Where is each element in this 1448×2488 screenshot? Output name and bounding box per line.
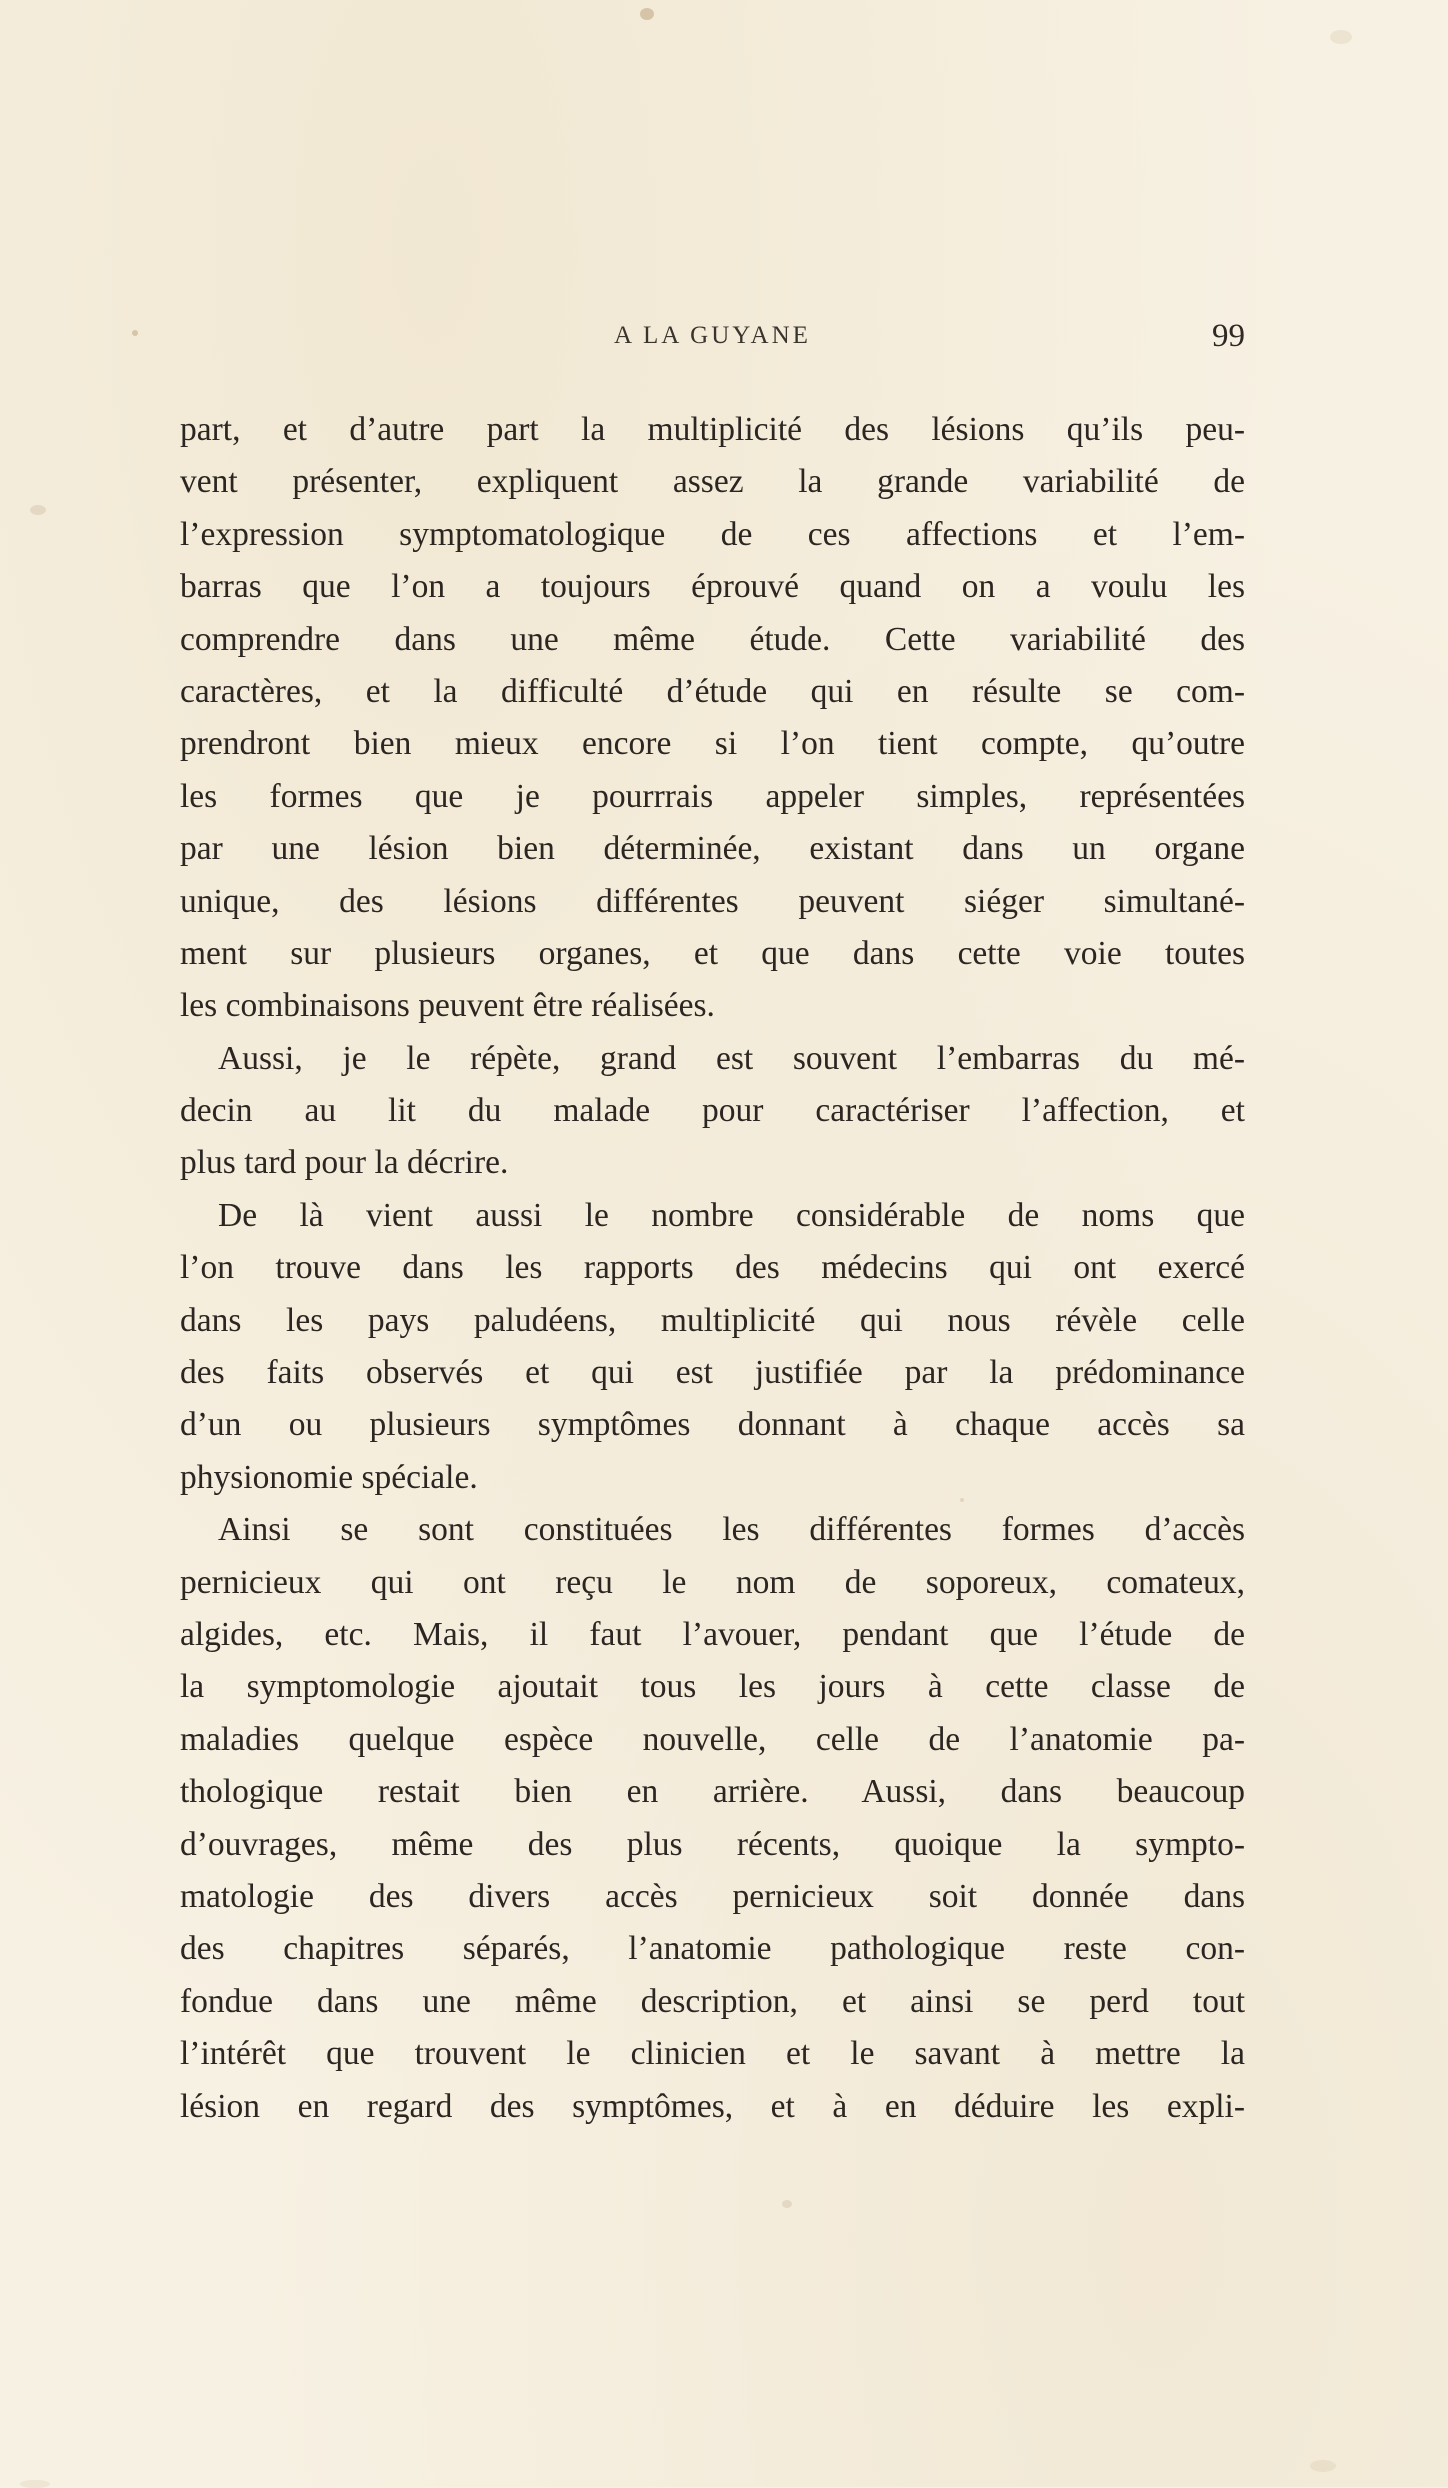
text-line: Aussi, je le répète, grand est souvent l’embarras du mé- bbox=[218, 1039, 1245, 1077]
text-line: d’un ou plusieurs symptômes donnant à chaque accès sa bbox=[180, 1406, 1245, 1444]
text-line: plus tard pour la décrire. bbox=[180, 1144, 509, 1182]
text-line: vent présenter, expliquent assez la grande variabilité de bbox=[180, 463, 1245, 501]
text-line: l’expression symptomatologique de ces affections et l’em- bbox=[180, 515, 1245, 553]
paper-speck bbox=[1330, 30, 1352, 44]
body-text bbox=[180, 404, 1245, 2133]
text-line: les formes que je pourrrais appeler simples, représentées bbox=[180, 777, 1245, 815]
text-line: barras que l’on a toujours éprouvé quand on a voulu les bbox=[180, 568, 1245, 606]
text-line: par une lésion bien déterminée, existant dans un organe bbox=[180, 830, 1245, 868]
text-line: part, et d’autre part la multiplicité des lésions qu’ils peu- bbox=[180, 411, 1245, 448]
text-line: Ainsi se sont constituées les différentes formes d’accès bbox=[218, 1511, 1245, 1549]
page-number: 99 bbox=[1212, 318, 1245, 354]
text-line: caractères, et la difficulté d’étude qui en résulte se com- bbox=[180, 672, 1245, 710]
text-line: prendront bien mieux encore si l’on tient compte, qu’outre bbox=[180, 725, 1245, 763]
text-line: maladies quelque espèce nouvelle, celle de l’anatomie pa- bbox=[180, 1720, 1245, 1758]
text-line: des faits observés et qui est justifiée par la prédominance bbox=[180, 1354, 1245, 1392]
text-line: lésion en regard des symptômes, et à en déduire les expli- bbox=[180, 2087, 1245, 2125]
paper-speck bbox=[30, 505, 46, 515]
text-line: la symptomologie ajoutait tous les jours à cette classe de bbox=[180, 1668, 1245, 1706]
text-line: comprendre dans une même étude. Cette variabilité des bbox=[180, 620, 1245, 658]
text-line: l’on trouve dans les rapports des médecins qui ont exercé bbox=[180, 1249, 1245, 1287]
text-line: d’ouvrages, même des plus récents, quoique la sympto- bbox=[180, 1825, 1245, 1863]
text-line: decin au lit du malade pour caractériser l’affection, et bbox=[180, 1092, 1245, 1130]
text-line: matologie des divers accès pernicieux soit donnée dans bbox=[180, 1877, 1245, 1915]
paper-speck bbox=[132, 330, 138, 336]
text-line: pernicieux qui ont reçu le nom de soporeux, comateux, bbox=[180, 1563, 1245, 1601]
running-title: A LA GUYANE bbox=[614, 322, 811, 349]
paper-speck bbox=[640, 8, 654, 20]
paper-speck bbox=[1310, 2460, 1336, 2472]
text-line: fondue dans une même description, et ainsi se perd tout bbox=[180, 1982, 1245, 2020]
paper-speck bbox=[782, 2200, 792, 2208]
text-line: unique, des lésions différentes peuvent siéger simultané- bbox=[180, 882, 1245, 920]
text-line: ment sur plusieurs organes, et que dans cette voie toutes bbox=[180, 934, 1245, 972]
text-line: les combinaisons peuvent être réalisées. bbox=[180, 987, 715, 1025]
text-line: thologique restait bien en arrière. Aussi, dans beaucoup bbox=[180, 1773, 1245, 1811]
text-line: des chapitres séparés, l’anatomie pathologique reste con- bbox=[180, 1930, 1245, 1968]
text-line: dans les pays paludéens, multiplicité qui nous révèle celle bbox=[180, 1301, 1245, 1339]
page-header bbox=[180, 318, 1245, 358]
text-line: physionomie spéciale. bbox=[180, 1458, 478, 1496]
text-line: algides, etc. Mais, il faut l’avouer, pendant que l’étude de bbox=[180, 1615, 1245, 1653]
text-line: l’intérêt que trouvent le clinicien et le savant à mettre la bbox=[180, 2035, 1245, 2073]
text-line: De là vient aussi le nombre considérable de noms que bbox=[218, 1196, 1245, 1234]
